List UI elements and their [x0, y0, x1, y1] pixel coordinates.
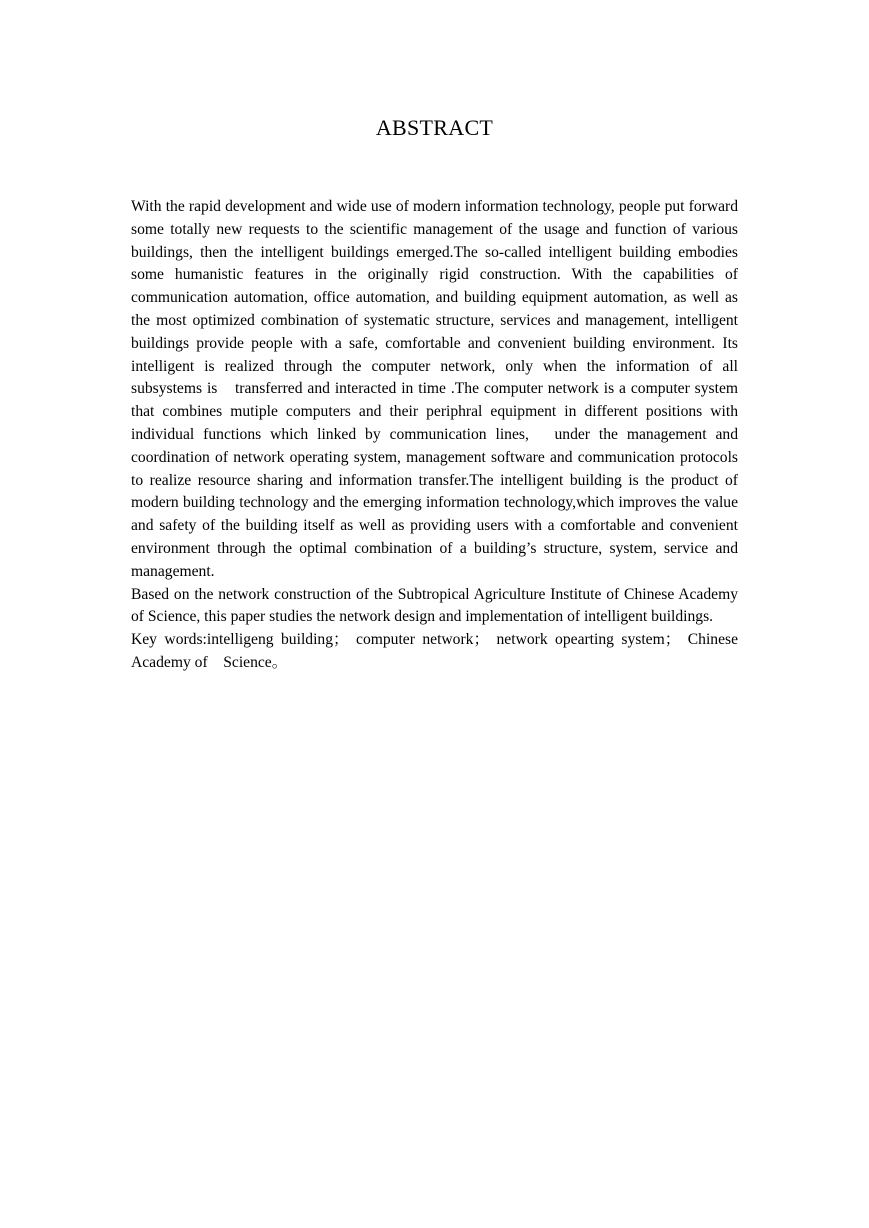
abstract-paragraph-1: With the rapid development and wide use of modern information technology, people put forward some totally new requests to the scientific management of the usage and function of various buildings, then the intelligent buildings emerged.The so-called intelligent building embodies some humanistic features in the originally rigid construction. With the capabilities of communication automation, office automation, and building equipment automation, as well as the most optimized combination of systematic structure, services and management, intelligent buildings provide people with a safe, comfortable and convenient building environment. Its intelligent is realized through the computer network, only when the information of all subsystems is transferred and interacted in time .The computer network is a computer system that combines mutiple computers and their periphral equipment in different positions with individual functions which linked by communication lines, under the management and coordination of network operating system, management software and communication protocols to realize resource sharing and information transfer.The intelligent building is the product of modern building technology and the emerging information technology,which improves the value and safety of the building itself as well as providing users with a comfortable and convenient environment through the optimal combination of a building’s structure, system, service and management. [131, 198, 738, 580]
abstract-body [131, 196, 738, 675]
abstract-paragraph-2: Based on the network construction of the Subtropical Agriculture Institute of Chinese Academy of Science, this paper studies the network design and implementation of intelligent buildings. [131, 585, 738, 626]
keywords-line: Key words:intelligeng building； computer network； network opearting system； Chinese Academy of Science。 [131, 631, 738, 671]
abstract-title: ABSTRACT [375, 115, 494, 140]
